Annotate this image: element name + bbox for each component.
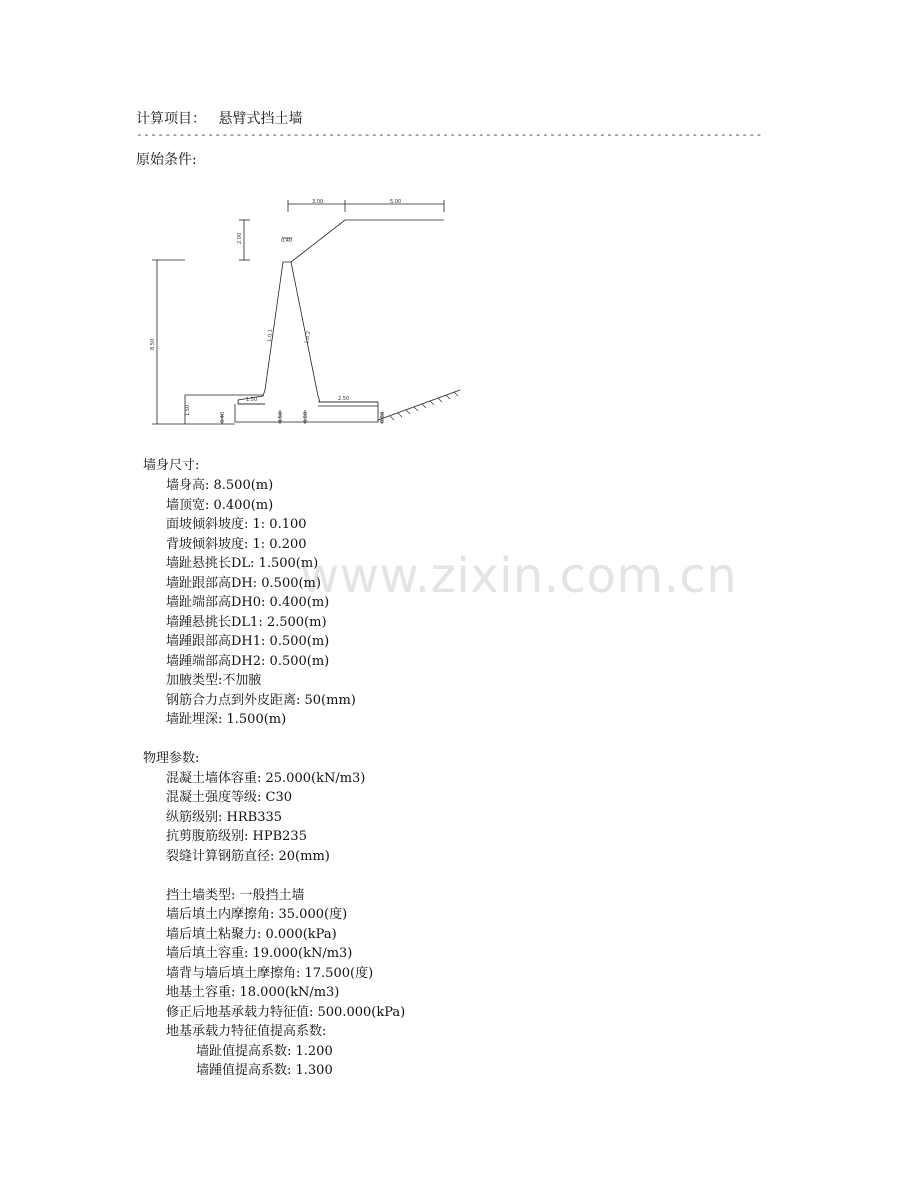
dim-top-left: 3.00 <box>312 199 324 205</box>
project-name: 悬臂式挡土墙 <box>218 111 303 127</box>
wall-size-item: 墙趾端部高DH0: 0.400(m) <box>166 595 330 610</box>
dim-face-slope: 1:0.1 <box>267 328 274 343</box>
physical-item: 纵筋级别: HRB335 <box>166 810 283 825</box>
dim-toe-end: 0.40 <box>220 411 226 423</box>
ground-line-right <box>378 390 460 420</box>
physical-heading: 物理参数: <box>143 751 200 766</box>
separator-line: ---------------------------------------------------------------------------------------- <box>136 128 763 141</box>
wall-size-item: 加腋类型:不加腋 <box>166 673 262 688</box>
wall-size-item: 墙趾埋深: 1.500(m) <box>166 712 287 727</box>
wall-size-item: 背坡倾斜坡度: 1: 0.200 <box>166 537 307 552</box>
dim-heel-end: 0.50 <box>380 411 386 423</box>
wall-size-item: 墙趾跟部高DH: 0.500(m) <box>166 576 321 591</box>
wall-size-item: 墙踵跟部高DH1: 0.500(m) <box>166 634 330 649</box>
wall-size-item: 墙踵端部高DH2: 0.500(m) <box>166 654 330 669</box>
physical-item: 墙后填土粘聚力: 0.000(kPa) <box>166 927 337 942</box>
original-conditions-heading: 原始条件: <box>136 152 197 168</box>
wall-size-heading: 墙身尺寸: <box>143 458 200 473</box>
dim-heel-root: 0.50 <box>303 411 309 423</box>
watermark: www.zixin.com.cn <box>300 548 738 604</box>
physical-item: 修正后地基承载力特征值: 500.000(kPa) <box>166 1005 406 1020</box>
dim-back-slope: 1:0.2 <box>304 330 313 345</box>
dim-toe-depth: 1.50 <box>185 404 191 416</box>
wall-size-item: 面坡倾斜坡度: 1: 0.100 <box>166 517 307 532</box>
wall-size-item: 墙顶宽: 0.400(m) <box>166 498 274 513</box>
dim-wall-height: 8.50 <box>150 338 156 350</box>
dim-top-right: 5.00 <box>390 199 402 205</box>
dim-toe-length: 1.50 <box>246 397 258 403</box>
physical-sub-item: 墙趾值提高系数: 1.200 <box>196 1044 333 1059</box>
ground-hatch <box>390 392 458 420</box>
project-title <box>136 108 302 128</box>
physical-item: 地基土容重: 18.000(kN/m3) <box>166 985 340 1000</box>
dim-slope-height: 2.00 <box>237 232 243 244</box>
dim-toe-root: 0.50 <box>278 411 284 423</box>
wall-size-item: 墙踵悬挑长DL1: 2.500(m) <box>166 615 327 630</box>
physical-item: 墙后填土容重: 19.000(kN/m3) <box>166 946 353 961</box>
wall-size-item: 墙身高: 8.500(m) <box>166 478 274 493</box>
physical-item: 抗剪腹筋级别: HPB235 <box>166 829 307 844</box>
dim-heel-length: 2.50 <box>338 396 350 402</box>
retaining-wall-diagram <box>140 192 470 432</box>
dim-top-width: 0.40 <box>281 238 293 244</box>
wall-size-item: 墙趾悬挑长DL: 1.500(m) <box>166 556 319 571</box>
wall-size-item: 钢筋合力点到外皮距离: 50(mm) <box>166 693 356 708</box>
physical-item: 墙背与墙后填土摩擦角: 17.500(度) <box>166 966 374 981</box>
backfill-surface <box>291 220 444 262</box>
physical-sub-item: 墙踵值提高系数: 1.300 <box>196 1063 333 1078</box>
physical-item: 挡土墙类型: 一般挡土墙 <box>166 888 305 903</box>
physical-item: 混凝土强度等级: C30 <box>166 790 293 805</box>
physical-item: 地基承载力特征值提高系数: <box>166 1024 327 1039</box>
physical-item: 混凝土墙体容重: 25.000(kN/m3) <box>166 771 366 786</box>
physical-item: 墙后填土内摩擦角: 35.000(度) <box>166 907 348 922</box>
project-label: 计算项目： <box>136 111 206 127</box>
physical-item: 裂缝计算钢筋直径: 20(mm) <box>166 849 330 864</box>
